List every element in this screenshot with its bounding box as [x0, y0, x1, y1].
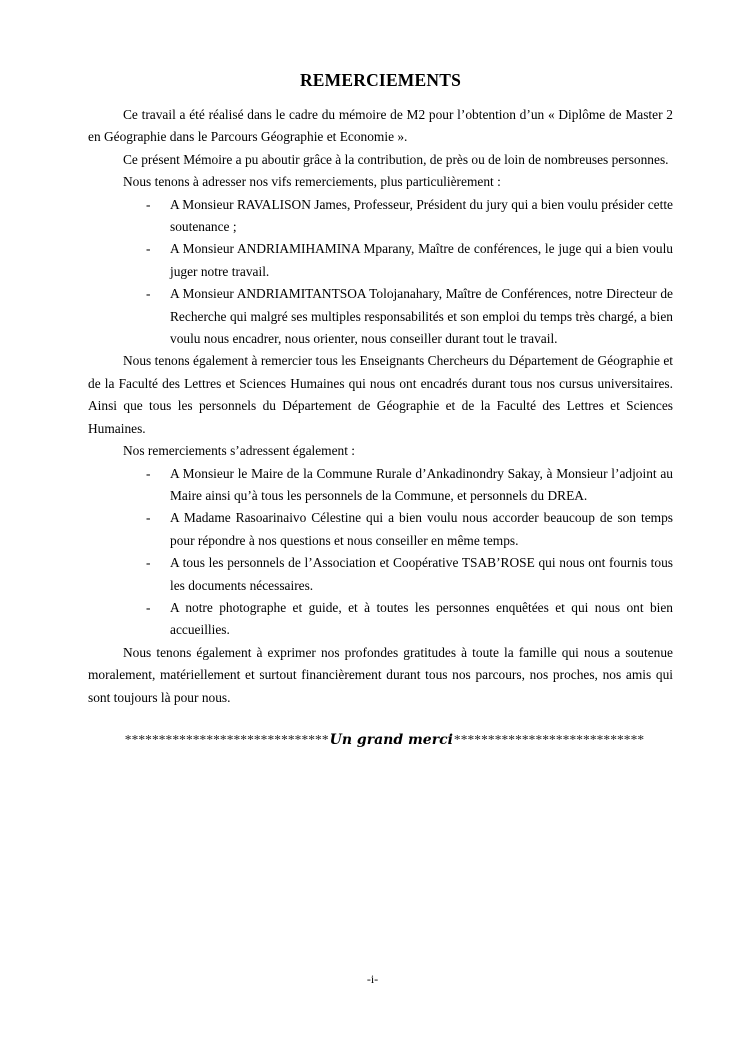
list-item-text: A notre photographe et guide, et à toutes les personnes enquêtées et qui nous ont bien accueillies. — [170, 599, 673, 638]
list-item — [146, 597, 673, 642]
page-title: REMERCIEMENTS — [299, 70, 462, 90]
dash-marker: - — [146, 599, 151, 615]
list-jury — [88, 194, 673, 351]
list-item — [146, 463, 673, 508]
page-number: -i- — [366, 972, 379, 986]
dash-marker: - — [146, 196, 151, 212]
list-item-text: A Monsieur ANDRIAMITANTSOA Tolojanahary, Maître de Conférences, notre Directeur de Recherche qui malgré ses multiples responsabilités et son emploi du temps très chargé, a bien voulu nous encadrer, nous orienter, nous conseiller durant tout le travail. — [170, 286, 673, 347]
closing-line — [88, 729, 673, 751]
list-item-text: A Monsieur ANDRIAMIHAMINA Mparany, Maître de conférences, le juge qui a bien voulu juger notre travail. — [170, 241, 673, 279]
paragraph-thanks-also: Nos remerciements s’adressent également : — [123, 443, 356, 459]
list-item-text: A Madame Rasoarinaivo Célestine qui a bien voulu nous accorder beaucoup de son temps pour répondre à nos questions et nous conseiller en même temps. — [170, 510, 673, 548]
list-item — [146, 507, 673, 552]
list-item — [146, 552, 673, 597]
list-item — [146, 194, 673, 239]
paragraph-contribution: Ce présent Mémoire a pu aboutir grâce à la contribution, de près ou de loin de nombreuses personnes. — [123, 151, 669, 167]
document-body — [88, 104, 673, 751]
closing-text: Un grand merci — [329, 731, 453, 748]
dash-marker: - — [146, 241, 151, 257]
list-item-text: A Monsieur le Maire de la Commune Rurale d’Ankadinondry Sakay, à Monsieur l’adjoint au Maire ainsi qu’à tous les personnels de la Commune, et personnels du DREA. — [170, 465, 673, 503]
list-item-text: A tous les personnels de l’Association et Coopérative TSAB’ROSE qui nous ont fournis tous les documents nécessaires. — [170, 555, 673, 593]
dash-marker: - — [146, 555, 151, 571]
paragraph-teachers: Nous tenons également à remercier tous les Enseignants Chercheurs du Département de Géographie et de la Faculté des Lettres et Sciences Humaines qui nous ont encadrés durant tous nos cursus universitaires. Ainsi que tous les personnels du Département de Géographie et de la Faculté des Lettres et Sciences Humaines. — [88, 353, 673, 436]
list-item — [146, 238, 673, 283]
list-item — [146, 283, 673, 350]
stars-right: **************************** — [453, 731, 645, 747]
stars-left: ****************************** — [124, 731, 329, 747]
list-item-text: A Monsieur RAVALISON James, Professeur, Président du jury qui a bien voulu présider cette soutenance ; — [170, 196, 673, 235]
list-community — [88, 463, 673, 642]
dash-marker: - — [146, 465, 151, 481]
paragraph-intro: Ce travail a été réalisé dans le cadre du mémoire de M2 pour l’obtention d’un « Diplôme de Master 2 en Géographie dans le Parcours Géographie et Economie ». — [88, 107, 673, 145]
paragraph-thanks-lead: Nous tenons à adresser nos vifs remerciements, plus particulièrement : — [123, 174, 501, 190]
paragraph-family: Nous tenons également à exprimer nos profondes gratitudes à toute la famille qui nous a soutenue moralement, matériellement et surtout financièrement durant tous nos parcours, nos proches, nos amis qui sont toujours là pour nous. — [88, 644, 673, 705]
dash-marker: - — [146, 510, 151, 526]
document-page — [88, 0, 673, 751]
dash-marker: - — [146, 286, 151, 302]
